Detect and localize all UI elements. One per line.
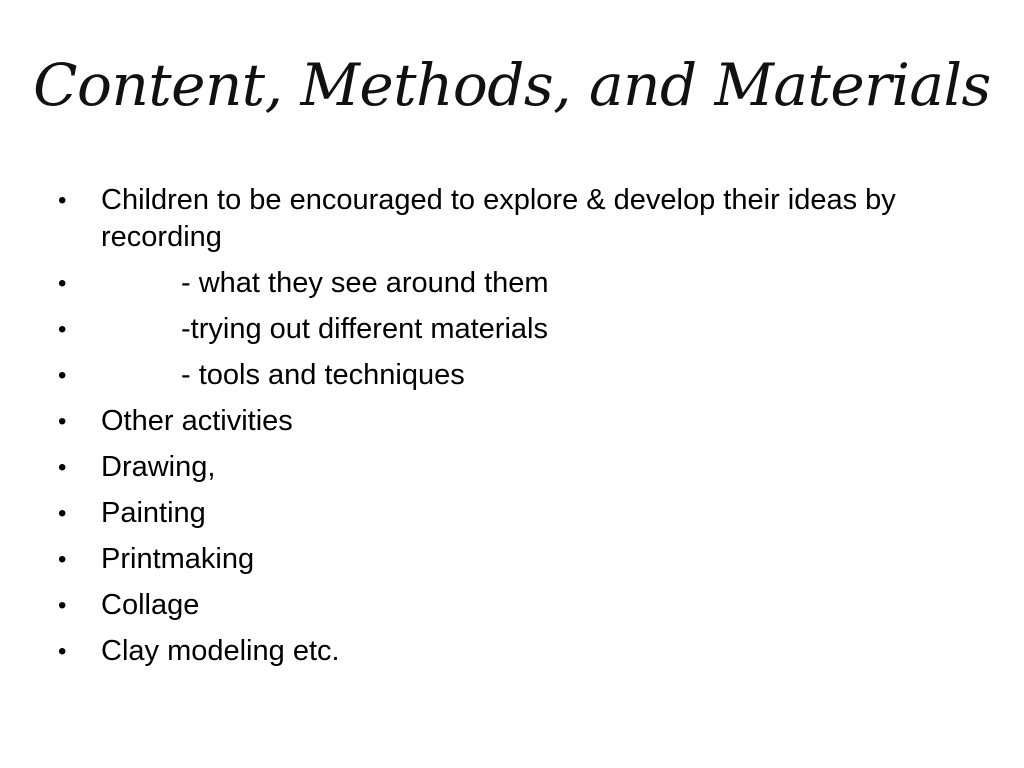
bullet-icon: • (58, 454, 67, 481)
bullet-item (56, 541, 956, 578)
bullet-icon: • (58, 408, 67, 435)
bullet-text: Other activities (101, 405, 293, 437)
bullet-icon: • (58, 187, 67, 214)
bullet-text: - tools and techniques (181, 359, 465, 391)
bullet-item (56, 182, 956, 256)
bullet-item (56, 311, 956, 348)
bullet-icon: • (58, 316, 67, 343)
bullet-text: Painting (101, 497, 206, 529)
bullet-icon: • (58, 638, 67, 665)
bullet-icon: • (58, 362, 67, 389)
bullet-icon: • (58, 546, 67, 573)
bullet-text: Collage (101, 589, 200, 621)
bullet-text: - what they see around them (181, 267, 549, 299)
bullet-item (56, 633, 956, 670)
bullet-item (56, 495, 956, 532)
bullet-text: Printmaking (101, 543, 255, 575)
bullet-text: Clay modeling etc. (101, 635, 340, 667)
bullet-icon: • (58, 500, 67, 527)
bullet-text: Children to be encouraged to explore & develop their ideas by recording (101, 184, 896, 253)
slide-title: Content, Methods, and Materials (33, 51, 991, 119)
bullet-item (56, 403, 956, 440)
bullet-item (56, 587, 956, 624)
bullet-text: -trying out different materials (181, 313, 548, 345)
bullet-text: Drawing, (101, 451, 216, 483)
bullet-item (56, 357, 956, 394)
bullet-icon: • (58, 592, 67, 619)
bullet-item (56, 449, 956, 486)
bullet-item (56, 265, 956, 302)
bullet-list (56, 182, 956, 679)
bullet-icon: • (58, 270, 67, 297)
